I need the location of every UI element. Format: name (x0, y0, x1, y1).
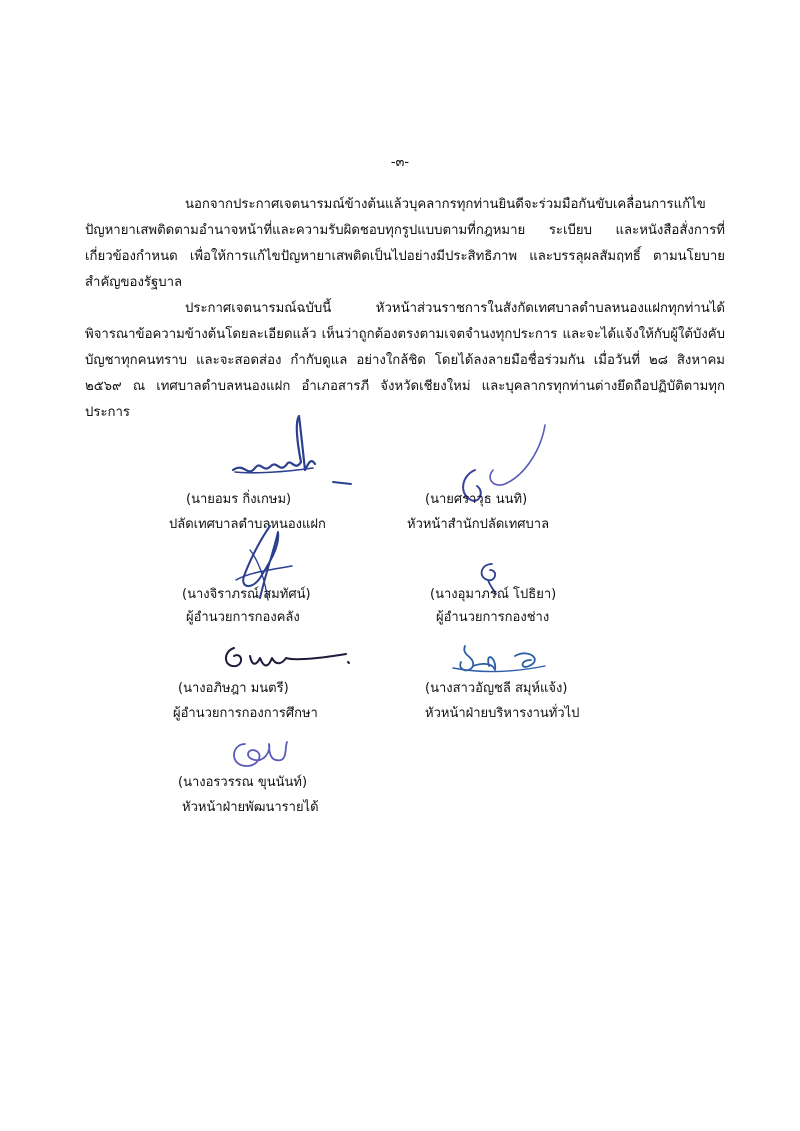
paragraph-2: ประกาศเจตนารมณ์ฉบับนี้ หัวหน้าส่วนราชการในสังกัดเทศบาลตำบลหนองแฝกทุกท่านได้พิจารณาข้อความข้างต้นโดยละเอียดแล้ว เห็นว่าถูกต้องตรงตามเจตจำนงทุกประการ และจะได้แจ้งให้กับผู้ใต้บังคับบัญชาทุกคนทราบ และจะสอดส่อง กำกับดูแล อย่างใกล้ชิด โดยได้ลงลายมือชื่อร่วมกัน เมื่อวันที่ ๒๘ สิงหาคม ๒๕๖๙ ณ เทศบาลตำบลหนองแฝก อำเภอสารภี จังหวัดเชียงใหม่ และบุคลากรทุกท่านต่างยึดถือปฏิบัติตามทุกประการ (85, 301, 725, 420)
signature-6 (445, 642, 555, 682)
signatory-4-name: (นางอุมาภรณ์ โปธิยา) (430, 587, 557, 602)
signatory-3-title: ผู้อำนวยการกองคลัง (186, 610, 300, 625)
signatory-2-title: หัวหน้าสำนักปลัดเทศบาล (407, 517, 550, 532)
signatory-1-name: (นายอมร กิ่งเกษม) (186, 492, 292, 507)
signature-7 (225, 730, 305, 775)
signatory-6-name: (นางสาวอัญชลี สมุห์แจ้ง) (425, 681, 568, 696)
signatory-5-title: ผู้อำนวยการกองการศึกษา (173, 706, 318, 721)
signatory-7-title: หัวหน้าฝ่ายพัฒนารายได้ (182, 800, 319, 815)
body-text (85, 192, 725, 426)
signatory-2-name: (นายศราวุธ นนทิ) (425, 492, 528, 507)
signatory-6-title: หัวหน้าฝ่ายบริหารงานทั่วไป (425, 706, 580, 721)
paragraph-1: นอกจากประกาศเจตนารมณ์ข้างต้นแล้วบุคลากรทุกท่านยินดีจะร่วมมือกันขับเคลื่อนการแก้ไขปัญหายาเสพติดตามอำนาจหน้าที่และความรับผิดชอบทุกรูปแบบตามที่กฎหมาย ระเบียบ และหนังสือสั่งการที่เกี่ยวข้องกำหนด เพื่อให้การแก้ไขปัญหายาเสพติดเป็นไปอย่างมีประสิทธิภาพ และบรรลุผลสัมฤทธิ์ ตามนโยบายสำคัญของรัฐบาล (85, 197, 725, 290)
signatory-3-name: (นางจิราภรณ์ สมทัศน์) (182, 587, 311, 602)
signatory-7-name: (นางอรวรรณ ขุนนันท์) (178, 775, 308, 790)
signature-1 (225, 412, 355, 492)
signatory-1-title: ปลัดเทศบาลตำบลหนองแฝก (169, 517, 326, 532)
signatory-4-title: ผู้อำนวยการกองช่าง (436, 610, 550, 625)
signature-5 (220, 640, 355, 676)
signatory-5-name: (นางอภิษฎา มนตรี) (178, 681, 289, 696)
page-number: -๓- (390, 155, 410, 170)
